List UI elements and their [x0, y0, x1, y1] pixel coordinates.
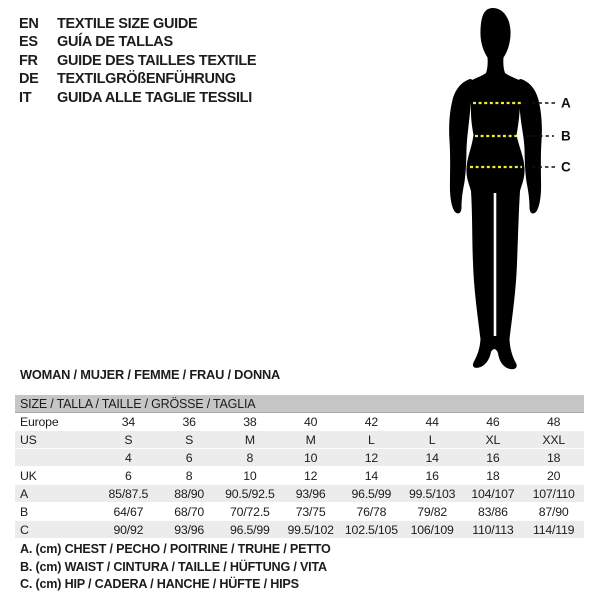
size-cell: 38 [243, 414, 257, 429]
size-table-row [15, 485, 584, 503]
size-cell: 16 [425, 468, 439, 483]
size-cell: S [98, 431, 159, 449]
lang-code: IT [19, 89, 32, 106]
size-cell: L [402, 431, 463, 449]
size-cell: 76/78 [356, 504, 387, 519]
lang-row-es [19, 33, 256, 51]
legend-hip: C. (cm) HIP / CADERA / HANCHE / HÜFTE / HIPS [20, 577, 299, 591]
size-cell: 64/67 [113, 504, 144, 519]
size-cell: 14 [402, 449, 463, 467]
size-cell: 90.5/92.5 [220, 485, 281, 503]
measure-label-c: C [561, 159, 571, 175]
size-cell: 83/86 [477, 504, 508, 519]
size-cell: 20 [547, 468, 561, 483]
size-cell: 10 [243, 468, 257, 483]
lang-row-de [19, 70, 256, 88]
size-cell: 12 [341, 449, 402, 467]
size-cell: 18 [523, 449, 584, 467]
size-cell: 6 [125, 468, 132, 483]
size-cell: 79/82 [417, 504, 448, 519]
size-cell: M [220, 431, 281, 449]
measure-label-a: A [561, 95, 571, 111]
lang-code: DE [19, 71, 39, 88]
size-cell: 12 [303, 468, 318, 483]
gender-heading: WOMAN / MUJER / FEMME / FRAU / DONNA [20, 367, 281, 382]
lang-code: ES [19, 34, 38, 51]
lang-label: TEXTILGRÖßENFÜHRUNG [57, 71, 236, 88]
woman-right-arm [517, 79, 542, 213]
size-cell: 44 [425, 414, 439, 429]
size-cell: 99.5/103 [402, 485, 463, 503]
size-table-header-row [15, 395, 584, 413]
size-cell: XL [463, 431, 524, 449]
size-cell: 6 [159, 449, 220, 467]
size-cell: 106/109 [402, 521, 463, 539]
size-cell: 36 [182, 414, 196, 429]
size-row-label: Europe [20, 414, 59, 429]
legend-chest: A. (cm) CHEST / PECHO / POITRINE / TRUHE / PETTO [20, 542, 331, 556]
language-title-block [19, 15, 256, 107]
size-cell: 4 [98, 449, 159, 467]
size-cell: 93/96 [159, 521, 220, 539]
size-cell: 73/75 [295, 504, 326, 519]
size-cell: 42 [364, 414, 379, 429]
size-cell: 40 [303, 414, 318, 429]
size-table-row [15, 449, 584, 467]
size-cell: 87/90 [538, 504, 569, 519]
lang-label: GUÍA DE TALLAS [57, 34, 173, 51]
size-row-label: C [15, 521, 98, 539]
size-cell: 90/92 [98, 521, 159, 539]
size-cell: 96.5/99 [341, 485, 402, 503]
lang-row-it [19, 89, 256, 107]
size-cell: 16 [463, 449, 524, 467]
size-cell: M [280, 431, 341, 449]
size-cell: 110/113 [463, 521, 524, 539]
lang-label: TEXTILE SIZE GUIDE [57, 16, 198, 32]
size-row-label: A [15, 485, 98, 503]
measurement-figure [420, 0, 600, 380]
size-table-row [15, 431, 584, 449]
measurement-legend [20, 541, 331, 594]
size-cell: 34 [121, 414, 136, 429]
size-table-row [15, 503, 584, 521]
lang-code: FR [19, 52, 38, 69]
size-cell: 93/96 [280, 485, 341, 503]
size-cell: 10 [280, 449, 341, 467]
size-row-label [15, 449, 98, 467]
lang-label: GUIDE DES TAILLES TEXTILE [57, 52, 257, 69]
lang-code: EN [19, 16, 39, 32]
size-table [15, 395, 584, 539]
size-cell: 99.5/102 [280, 521, 341, 539]
size-cell: L [341, 431, 402, 449]
size-table-row [15, 467, 584, 485]
size-table-row [15, 521, 584, 539]
size-cell: 48 [547, 414, 561, 429]
size-table-body [15, 413, 584, 539]
size-cell: 68/70 [174, 504, 205, 519]
size-cell: 8 [220, 449, 281, 467]
measure-label-b: B [561, 128, 571, 144]
size-row-label: B [20, 504, 29, 519]
size-cell: 88/90 [159, 485, 220, 503]
lang-row-en [19, 15, 256, 33]
size-cell: XXL [523, 431, 584, 449]
legend-waist: B. (cm) WAIST / CINTURA / TAILLE / HÜFTUNG / VITA [20, 559, 327, 574]
size-table-header: SIZE / TALLA / TAILLE / GRÖSSE / TAGLIA [15, 395, 584, 413]
size-cell: 8 [185, 468, 193, 483]
size-cell: 14 [364, 468, 379, 483]
size-cell: 114/119 [523, 521, 584, 539]
size-row-label: UK [20, 468, 37, 483]
size-cell: 18 [486, 468, 500, 483]
size-cell: 104/107 [463, 485, 524, 503]
woman-left-arm [449, 79, 473, 213]
size-cell: 96.5/99 [220, 521, 281, 539]
size-table-row [15, 413, 584, 431]
size-cell: S [159, 431, 220, 449]
size-cell: 85/87.5 [98, 485, 159, 503]
lang-row-fr [19, 52, 256, 70]
size-cell: 107/110 [523, 485, 584, 503]
lang-label: GUIDA ALLE TAGLIE TESSILI [57, 89, 252, 106]
woman-silhouette-svg [420, 0, 600, 380]
size-cell: 102.5/105 [341, 521, 402, 539]
size-row-label: US [15, 431, 98, 449]
size-cell: 70/72.5 [230, 504, 270, 519]
size-cell: 46 [486, 414, 500, 429]
